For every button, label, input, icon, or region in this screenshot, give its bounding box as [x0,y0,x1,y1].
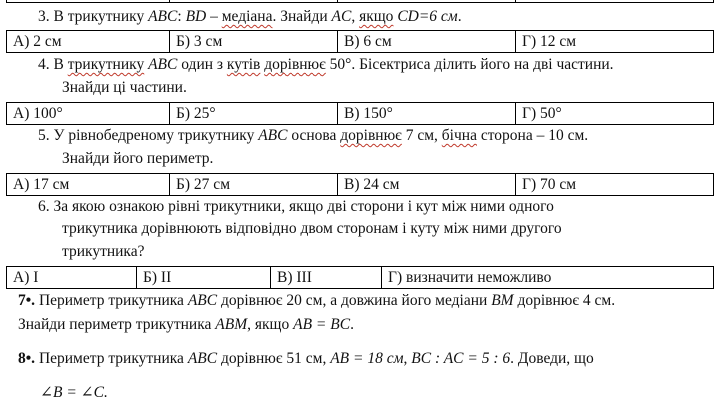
question-6-options [6,266,714,289]
question-6-number: 6. [38,198,50,215]
question-4-line-2: Знайди ці частини. [62,79,187,96]
question-7-number: 7•. [18,292,36,309]
option-d[interactable]: Г) 50° [516,103,714,125]
option-b[interactable]: Б) 27 см [170,174,338,196]
question-5-line-2: Знайди його периметр. [62,150,214,167]
previous-options-table-edge [6,0,714,3]
question-6-line-2: трикутника дорівнюють відповідно двом сторонам і куту між ними другого [62,220,562,237]
question-3-number: 3. [38,8,50,25]
question-7-line-1: 7•. Периметр трикутника ABC дорівнює 20 см, а довжина його медіани BM дорівнює 4 см. [18,292,616,309]
question-6-line-1: 6. За якою ознакою рівні трикутники, якщо дві сторони і кут між ними одного [38,198,554,215]
option-a[interactable]: А) I [7,267,137,289]
question-8-line-2: ∠B = ∠C. [40,384,108,401]
question-4-line-1: 4. В трикутнику ABC один з кутів дорівнює 50°. Бісектриса ділить його на дві частини. [38,56,614,73]
option-a[interactable]: А) 2 см [7,31,170,53]
question-4-options [6,102,714,125]
option-c[interactable]: В) III [271,267,382,289]
question-5-number: 5. [38,127,50,144]
option-c[interactable]: В) 6 см [338,31,516,53]
question-3-text: 3. В трикутнику ABC: BD – медіана. Знайди AC, якщо CD=6 см. [38,8,462,25]
option-d[interactable]: Г) 70 см [516,174,714,196]
option-c[interactable]: В) 24 см [338,174,516,196]
option-d[interactable]: Г) 12 см [516,31,714,53]
option-a[interactable]: А) 17 см [7,174,170,196]
question-7-line-2: Знайди периметр трикутника ABM, якщо AB = BC. [18,316,354,333]
question-8-number: 8•. [18,350,36,367]
question-5-options [6,173,714,196]
question-4-number: 4. [38,56,50,73]
option-c[interactable]: В) 150° [338,103,516,125]
option-b[interactable]: Б) II [137,267,271,289]
question-8-line-1: 8•. Периметр трикутника ABC дорівнює 51 см, AB = 18 см, BC : AC = 5 : 6. Доведи, що [18,350,594,367]
option-b[interactable]: Б) 25° [170,103,338,125]
option-a[interactable]: А) 100° [7,103,170,125]
question-5-line-1: 5. У рівнобедреному трикутнику ABC основа дорівнює 7 см, бічна сторона – 10 см. [38,127,589,144]
question-3-options [6,30,714,53]
option-b[interactable]: Б) 3 см [170,31,338,53]
question-6-line-3: трикутника? [62,243,145,260]
option-d[interactable]: Г) визначити неможливо [382,267,714,289]
